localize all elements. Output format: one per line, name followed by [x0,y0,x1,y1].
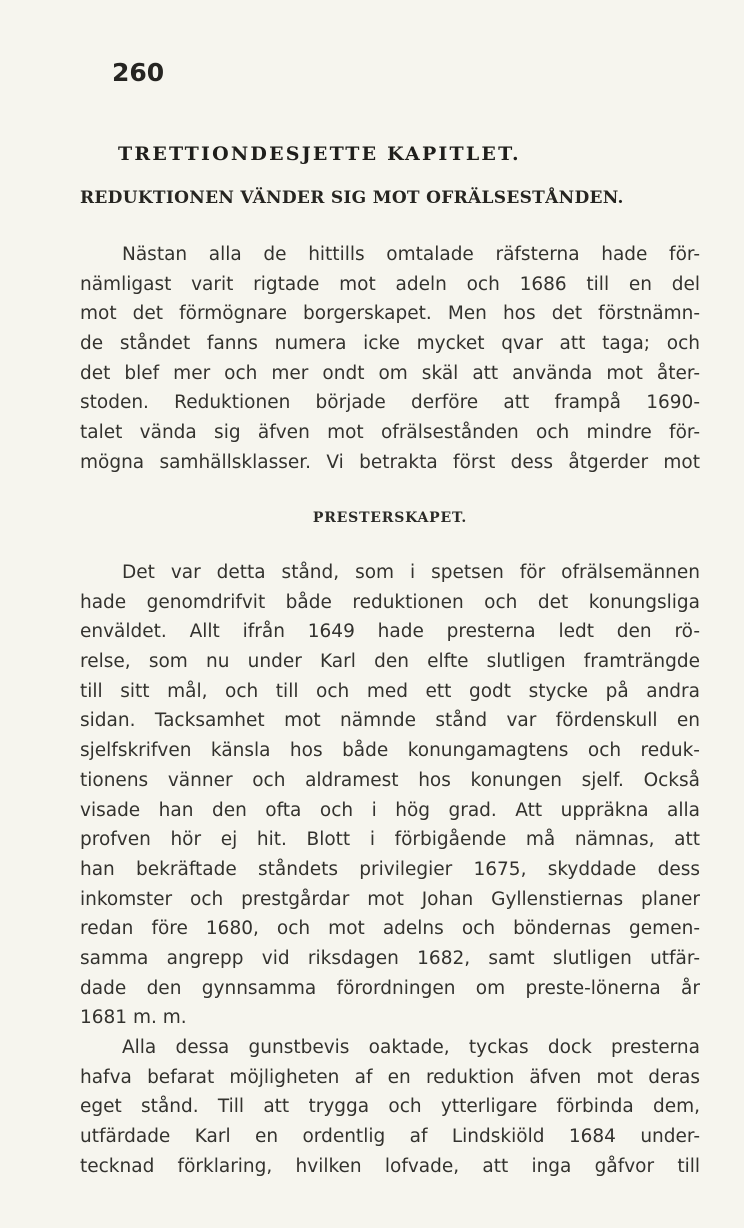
text-line: talet vända sig äfven mot ofrälsestånden och mindre för- [80,422,700,444]
text-line: stoden. Reduktionen började derföre att frampå 1690- [80,392,700,414]
page-number: 260 [112,58,165,87]
text-line: han bekräftade ståndets privilegier 1675, skyddade dess [80,858,700,880]
text-line: Det var detta stånd, som i spetsen för ofrälsemännen [122,562,700,583]
text-line: eget stånd. Till att trygga och ytterligare förbinda dem, [80,1096,700,1118]
text-line: Nästan alla de hittills omtalade räfsterna hade för- [122,244,700,265]
text-line: Alla dessa gunstbevis oaktade, tyckas dock presterna [122,1037,700,1058]
text-line: mot det förmögnare borgerskapet. Men hos det förstnämn- [80,303,700,325]
text-line: profven hör ej hit. Blott i förbigående må nämnas, att [80,829,700,851]
text-line: sjelfskrifven känsla hos både konungamagtens och reduk- [80,740,700,762]
text-line: mögna samhällsklasser. Vi betrakta först dess åtgerder mot [80,451,700,473]
text-line: det blef mer och mer ondt om skäl att använda mot åter- [80,362,700,384]
text-line: redan före 1680, och mot adelns och böndernas gemen- [80,918,700,940]
presterskapet-paragraphs [80,558,700,1181]
text-line: hade genomdrifvit både reduktionen och det konungsliga [80,591,700,613]
section-heading: PRESTERSKAPET. [312,510,468,526]
text-line: relse, som nu under Karl den elfte slutligen framträngde [80,651,700,673]
chapter-subtitle: REDUKTIONEN VÄNDER SIG MOT OFRÄLSESTÅNDEN. [80,188,624,208]
chapter-title: TRETTIONDESJETTE KAPITLET. [118,143,521,165]
text-line: sidan. Tacksamhet mot nämnde stånd var fördenskull en [80,710,700,732]
text-line: inkomster och prestgårdar mot Johan Gyllenstiernas planer [80,888,700,910]
text-line: till sitt mål, och till och med ett godt stycke på andra [80,680,700,702]
text-line: 1681 m. m. [80,1007,187,1029]
text-line: nämligast varit rigtade mot adeln och 1686 till en del [80,273,700,295]
text-line: tecknad förklaring, hvilken lofvade, att inga gåfvor till [80,1155,700,1177]
intro-paragraph [80,240,700,478]
text-line: visade han den ofta och i hög grad. Att uppräkna alla [80,799,700,821]
text-line: de ståndet fanns numera icke mycket qvar att taga; och [80,333,700,355]
text-line: samma angrepp vid riksdagen 1682, samt slutligen utfär- [80,947,700,969]
text-line: dade den gynnsamma förordningen om preste-lönerna år [80,977,700,999]
text-line: enväldet. Allt ifrån 1649 hade presterna ledt den rö- [80,621,700,643]
text-line: hafva befarat möjligheten af en reduktion äfven mot deras [80,1066,700,1088]
text-line: tionens vänner och aldramest hos konungen sjelf. Också [80,769,700,791]
text-line: utfärdade Karl en ordentlig af Lindskiöld 1684 under- [80,1126,700,1148]
